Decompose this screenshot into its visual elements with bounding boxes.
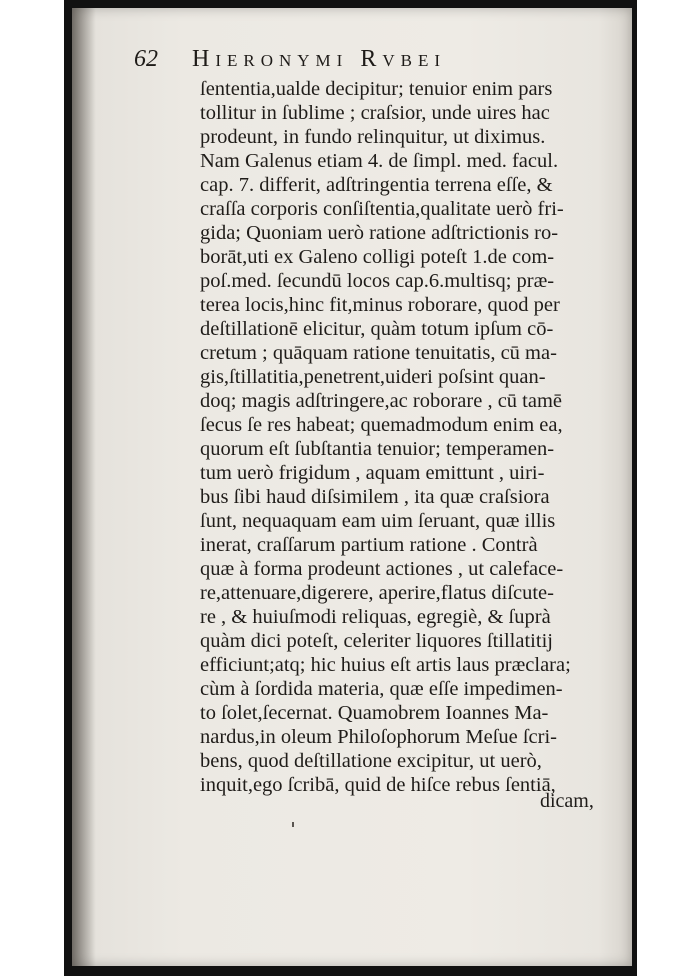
text-line: ſententia,ualde decipitur; tenuior enim pars bbox=[200, 78, 553, 100]
text-line: deſtillationē elicitur, quàm totum ipſum cō- bbox=[200, 318, 554, 340]
text-line: tollitur in ſublime ; craſsior, unde uires hac bbox=[200, 102, 550, 124]
page-header bbox=[134, 46, 574, 76]
text-line: terea locis,hinc fit,minus roborare, quod per bbox=[200, 294, 560, 316]
text-line: Nam Galenus etiam 4. de ſimpl. med. facul. bbox=[200, 150, 559, 172]
text-line: bus ſibi haud diſsimilem , ita quæ craſsiora bbox=[200, 486, 550, 508]
text-line: quæ à forma prodeunt actiones , ut caleface- bbox=[200, 558, 564, 580]
text-line: doq; magis adſtringere,ac roborare , cū tamē bbox=[200, 390, 563, 412]
text-line: cap. 7. differit, adſtringentia terrena eſſe, & bbox=[200, 174, 553, 196]
text-line: quàm dici poteſt, celeriter liquores ſtillatitij bbox=[200, 630, 553, 652]
text-line: re , & huiuſmodi reliquas, egregiè, & ſuprà bbox=[200, 606, 551, 628]
text-line: ſecus ſe res habeat; quemadmodum enim ea, bbox=[200, 414, 563, 436]
page-number: 62 bbox=[134, 46, 158, 72]
text-line: inquit,ego ſcribā, quid de hiſce rebus ſentiā, bbox=[200, 774, 556, 796]
page-gutter-shadow bbox=[72, 8, 96, 966]
text-line: to ſolet,ſecernat. Quamobrem Ioannes Ma- bbox=[200, 702, 549, 724]
text-line: inerat, craſſarum partium ratione . Contrà bbox=[200, 534, 538, 556]
text-line: poſ.med. ſecundū locos cap.6.multisq; præ- bbox=[200, 270, 555, 292]
text-line: borāt,uti ex Galeno colligi poteſt 1.de com- bbox=[200, 246, 555, 268]
text-line: nardus,in oleum Philoſophorum Meſue ſcri- bbox=[200, 726, 557, 748]
paper-speck bbox=[292, 822, 294, 827]
text-line: prodeunt, in fundo relinquitur, ut diximus. bbox=[200, 126, 546, 148]
text-line: bens, quod deſtillatione excipitur, ut uerò, bbox=[200, 750, 542, 772]
running-title: Hieronymi Rvbei bbox=[192, 46, 446, 72]
text-line: efficiunt;atq; hic huius eſt artis laus præclara; bbox=[200, 654, 571, 676]
text-line: gis,ſtillatitia,penetrent,uideri poſsint quan- bbox=[200, 366, 546, 388]
text-line: re,attenuare,digerere, aperire,flatus diſcute- bbox=[200, 582, 554, 604]
text-line: cùm à ſordida materia, quæ eſſe impedimen- bbox=[200, 678, 563, 700]
text-line: ſunt, nequaquam eam uim ſeruant, quæ illis bbox=[200, 510, 556, 532]
text-line: quorum eſt ſubſtantia tenuior; temperamen- bbox=[200, 438, 555, 460]
catchword: dicam, bbox=[540, 790, 594, 812]
text-line: cretum ; quāquam ratione tenuitatis, cū ma- bbox=[200, 342, 557, 364]
text-line: gida; Quoniam uerò ratione adſtrictionis ro- bbox=[200, 222, 559, 244]
text-line: craſſa corporis conſiſtentia,qualitate uerò fri- bbox=[200, 198, 564, 220]
text-line: tum uerò frigidum , aquam emittunt , uiri- bbox=[200, 462, 545, 484]
